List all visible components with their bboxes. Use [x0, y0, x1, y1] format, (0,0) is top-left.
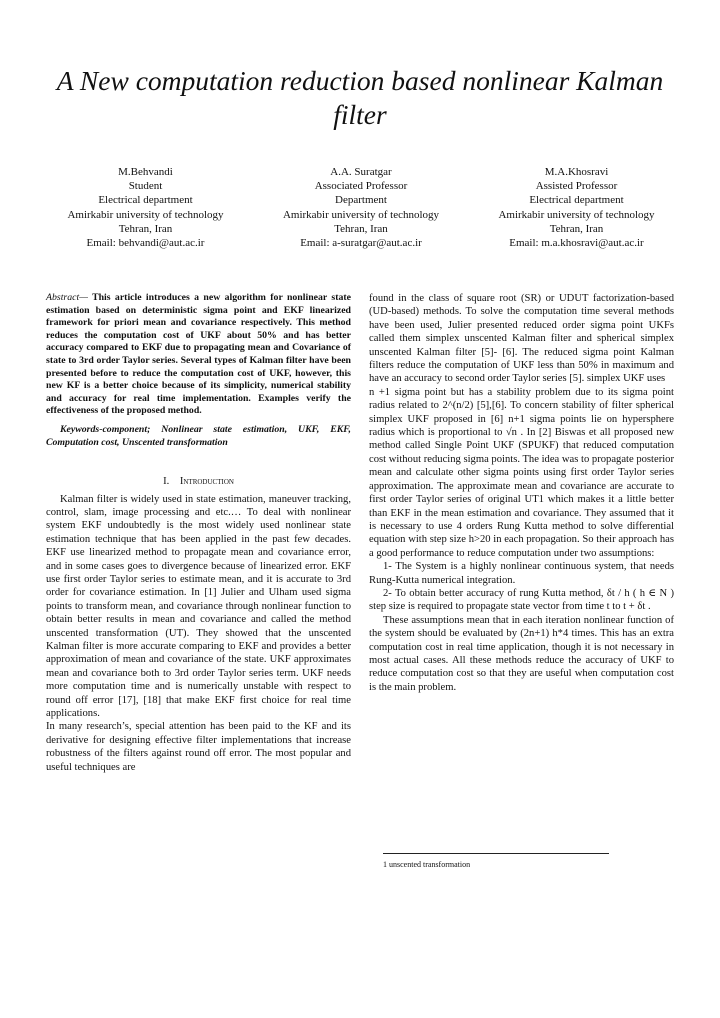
footnote: 1 unscented transformation	[383, 860, 471, 869]
author-email: Email: behvandi@aut.ac.ir	[86, 237, 205, 250]
author-role: Student	[128, 180, 163, 193]
author-3	[469, 165, 684, 250]
author-dept: Department	[335, 194, 387, 207]
author-univ: Amirkabir university of technology	[282, 208, 440, 221]
author-role: Assisted Professor	[535, 180, 618, 193]
body-paragraph: These assumptions mean that in each iteration nonlinear function of the system should be evaluated by (2n+1) h*4 times. This has an extra computation cost in real time application, though it is not necessary in most actual cases. All these methods reduce the accuracy of UKF to reduce computation cost so that they are useful when computation cost is the main problem.	[369, 614, 674, 693]
assumption-item: 1- The System is a highly nonlinear continuous system, that needs Rung-Kutta numerical integration.	[369, 561, 674, 586]
body-paragraph: n +1 sigma point but has a stability problem due to its sigma point radius related to 2^(n/2) [5],[6]. To concern stability of filter spherical simplex UKF proposed in [6] n+1 sigma points lie on hypersphere radius which is proportional to √n . In [2] Biswas et all proposed new method called Single Point UKF (SPUKF) that reduced computation cost without reducing sigma points. The idea was to propagate posterior mean and calculate other sigma points using first order Taylor series approximation. The approximate mean and covariance are accurate to first order Taylor series of original UT1 which makes it a little better than EKF in the mean estimation and covariance. They assumed that it is necessary to use 4 orders Rung Kutta method to solve differential equation with step size h>20 in each propagation. So their approach has a good performance to reduce computation under two assumptions:	[369, 386, 674, 559]
assumption-item: 2- To obtain better accuracy of rung Kutta method, δt / h ( h ∈ N ) step size is required to propagate state vector from time t to t + δt .	[369, 587, 674, 613]
author-email: Email: m.a.khosravi@aut.ac.ir	[509, 237, 644, 250]
author-name: M.A.Khosravi	[544, 166, 609, 178]
keywords: Keywords-component; Nonlinear state estimation, UKF, EKF, Computation cost, Unscented transformation	[46, 423, 351, 448]
author-city: Tehran, Iran	[549, 222, 604, 235]
author-dept: Electrical department	[529, 194, 624, 207]
body-paragraph: found in the class of square root (SR) or UDUT factorization-based (UD-based) methods. To solve the computation time several methods have been used, Julier presented reduced order sigma point UKFs called them simplex unscented Kalman filter and spherical simplex unscented Kalman filter [5]- [6]. The reduced sigma point Kalman filters reduce the computation of UKF less than 50% in maximum and have an accuracy to second order Taylor series [5]. simplex UKF uses	[369, 293, 674, 385]
author-email: Email: a-suratgar@aut.ac.ir	[300, 237, 422, 250]
author-univ: Amirkabir university of technology	[498, 208, 655, 221]
author-1	[38, 165, 253, 250]
author-block	[38, 165, 684, 250]
author-name: A.A. Suratgar	[330, 166, 392, 178]
paper-title: A New computation reduction based nonlinear Kalman filter	[56, 65, 664, 130]
author-univ: Amirkabir university of technology	[67, 208, 224, 221]
abstract-text: This article introduces a new algorithm for nonlinear state estimation based on deterministic sigma point and EKF linearized framework for priori mean and covariance respectively. This method reduces the computation cost of UKF about 50% and has better accuracy compared to EKF due to propagating mean and Covariance of state to 3rd order Taylor series. Several types of Kalman filter have been presented before to reduce the computation cost of UKF, however, this new KF is a better choice because of its simplicity, numerical stability and accuracy for real time implementation. Examples verify the effectiveness of the proposed method.	[46, 292, 351, 417]
author-city: Tehran, Iran	[118, 222, 173, 235]
author-2	[254, 165, 469, 250]
author-role: Associated Professor	[314, 180, 408, 193]
section-title: Introduction	[179, 476, 234, 488]
body-paragraph: Kalman filter is widely used in state estimation, maneuver tracking, control, slam, image processing and etc.… To deal with nonlinear system EKF undoubtedly is the most widely used nonlinear state estimation technique that has been applied in the past few decades. EKF use linearized method to propagate mean and covariance error, and in some cases goes to divergence because of linearized error. EKF use first order Taylor series to estimate mean, and it is accurate to 3rd order for covariance estimation. In [1] Julier and Ulham used sigma points to transform mean, and covariance through nonlinear function to obtain better results in mean and covariance and called the method unscented transformation (UT). They showed that the unscented Kalman filter is more accurate comparing to EKF and provides a better approximation of mean and covariance of the state. UKF approximates mean and covariance both to 3rd order Taylor series term. UKF needs more computation time and is numerically unstable with respect to round off error [17], [18] that make EKF first choice for real time applications.	[46, 493, 351, 720]
author-dept: Electrical department	[98, 194, 193, 207]
section-number: I.	[163, 476, 170, 488]
abstract	[46, 292, 351, 418]
author-city: Tehran, Iran	[334, 222, 388, 235]
left-column	[46, 292, 351, 774]
right-column	[369, 292, 674, 694]
footnote-divider	[383, 853, 609, 854]
abstract-lead: Abstract—	[46, 292, 88, 303]
body-paragraph: In many research’s, special attention has been paid to the KF and its derivative for designing effective filter implementations that increase robustness of the filters against round off error. The most popular and useful techniques are	[46, 721, 351, 773]
section-heading	[46, 475, 351, 488]
author-name: M.Behvandi	[118, 166, 173, 178]
